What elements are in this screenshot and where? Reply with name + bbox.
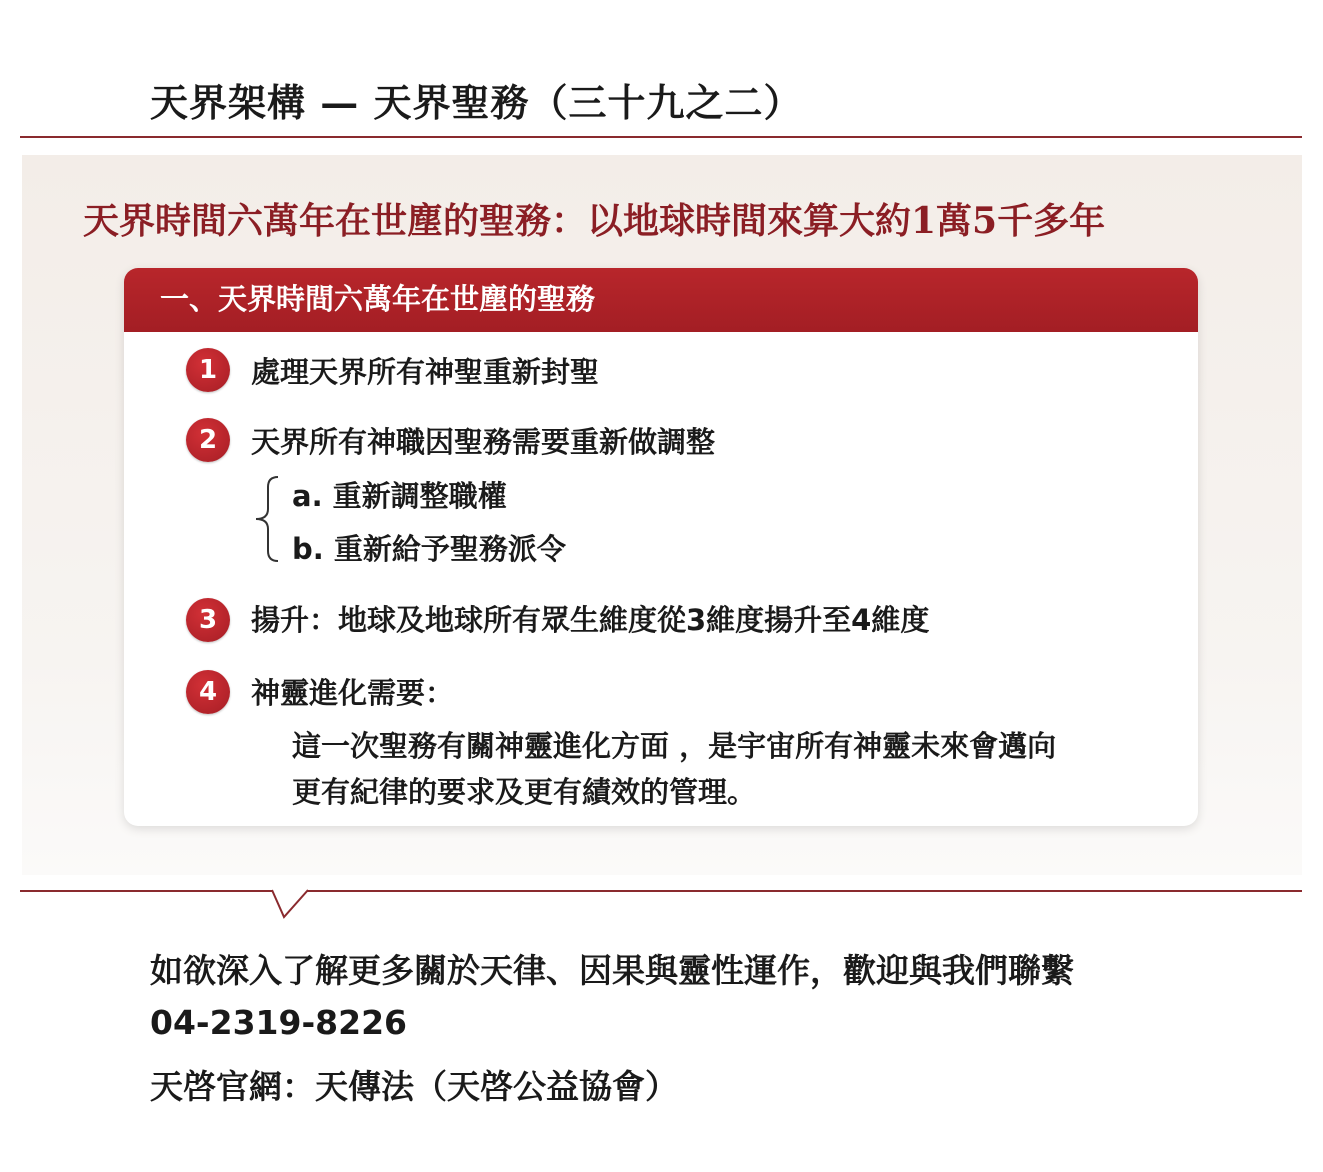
brace-icon: [252, 475, 282, 563]
list-item: 處理天界所有神聖重新封聖: [251, 355, 600, 389]
panel-subtitle: 天界時間六萬年在世塵的聖務：以地球時間來算大約1萬5千多年: [83, 200, 1106, 242]
footer-contact-text: 如欲深入了解更多關於天律、因果與靈性運作，歡迎與我們聯繫: [150, 951, 1074, 990]
footer-phone: 04-2319-8226: [150, 1003, 408, 1042]
sub-item: a. 重新調整職權: [292, 479, 507, 513]
sub-item: b. 重新給予聖務派令: [292, 532, 566, 566]
card-heading: 一、天界時間六萬年在世塵的聖務: [124, 268, 1198, 332]
item-number-badge: 3: [186, 598, 230, 642]
list-item: 神靈進化需要：: [251, 676, 455, 710]
item-number-badge: 2: [186, 418, 230, 462]
top-divider: [20, 136, 1302, 138]
speech-notch-icon: [270, 889, 310, 921]
detail-line: 這一次聖務有關神靈進化方面 ，是宇宙所有神靈未來會邁向: [292, 729, 1057, 763]
page-title: 天界架構 — 天界聖務（三十九之二）: [150, 80, 803, 125]
list-item: 天界所有神職因聖務需要重新做調整: [251, 425, 716, 459]
footer-website: 天啓官網：天傳法（天啓公益協會）: [150, 1067, 678, 1106]
bottom-divider: [20, 890, 1302, 892]
item-number-badge: 4: [186, 670, 230, 714]
list-item: 揚升：地球及地球所有眾生維度從3維度揚升至4維度: [251, 603, 930, 637]
item-number-badge: 1: [186, 348, 230, 392]
detail-line: 更有紀律的要求及更有績效的管理。: [292, 775, 757, 809]
